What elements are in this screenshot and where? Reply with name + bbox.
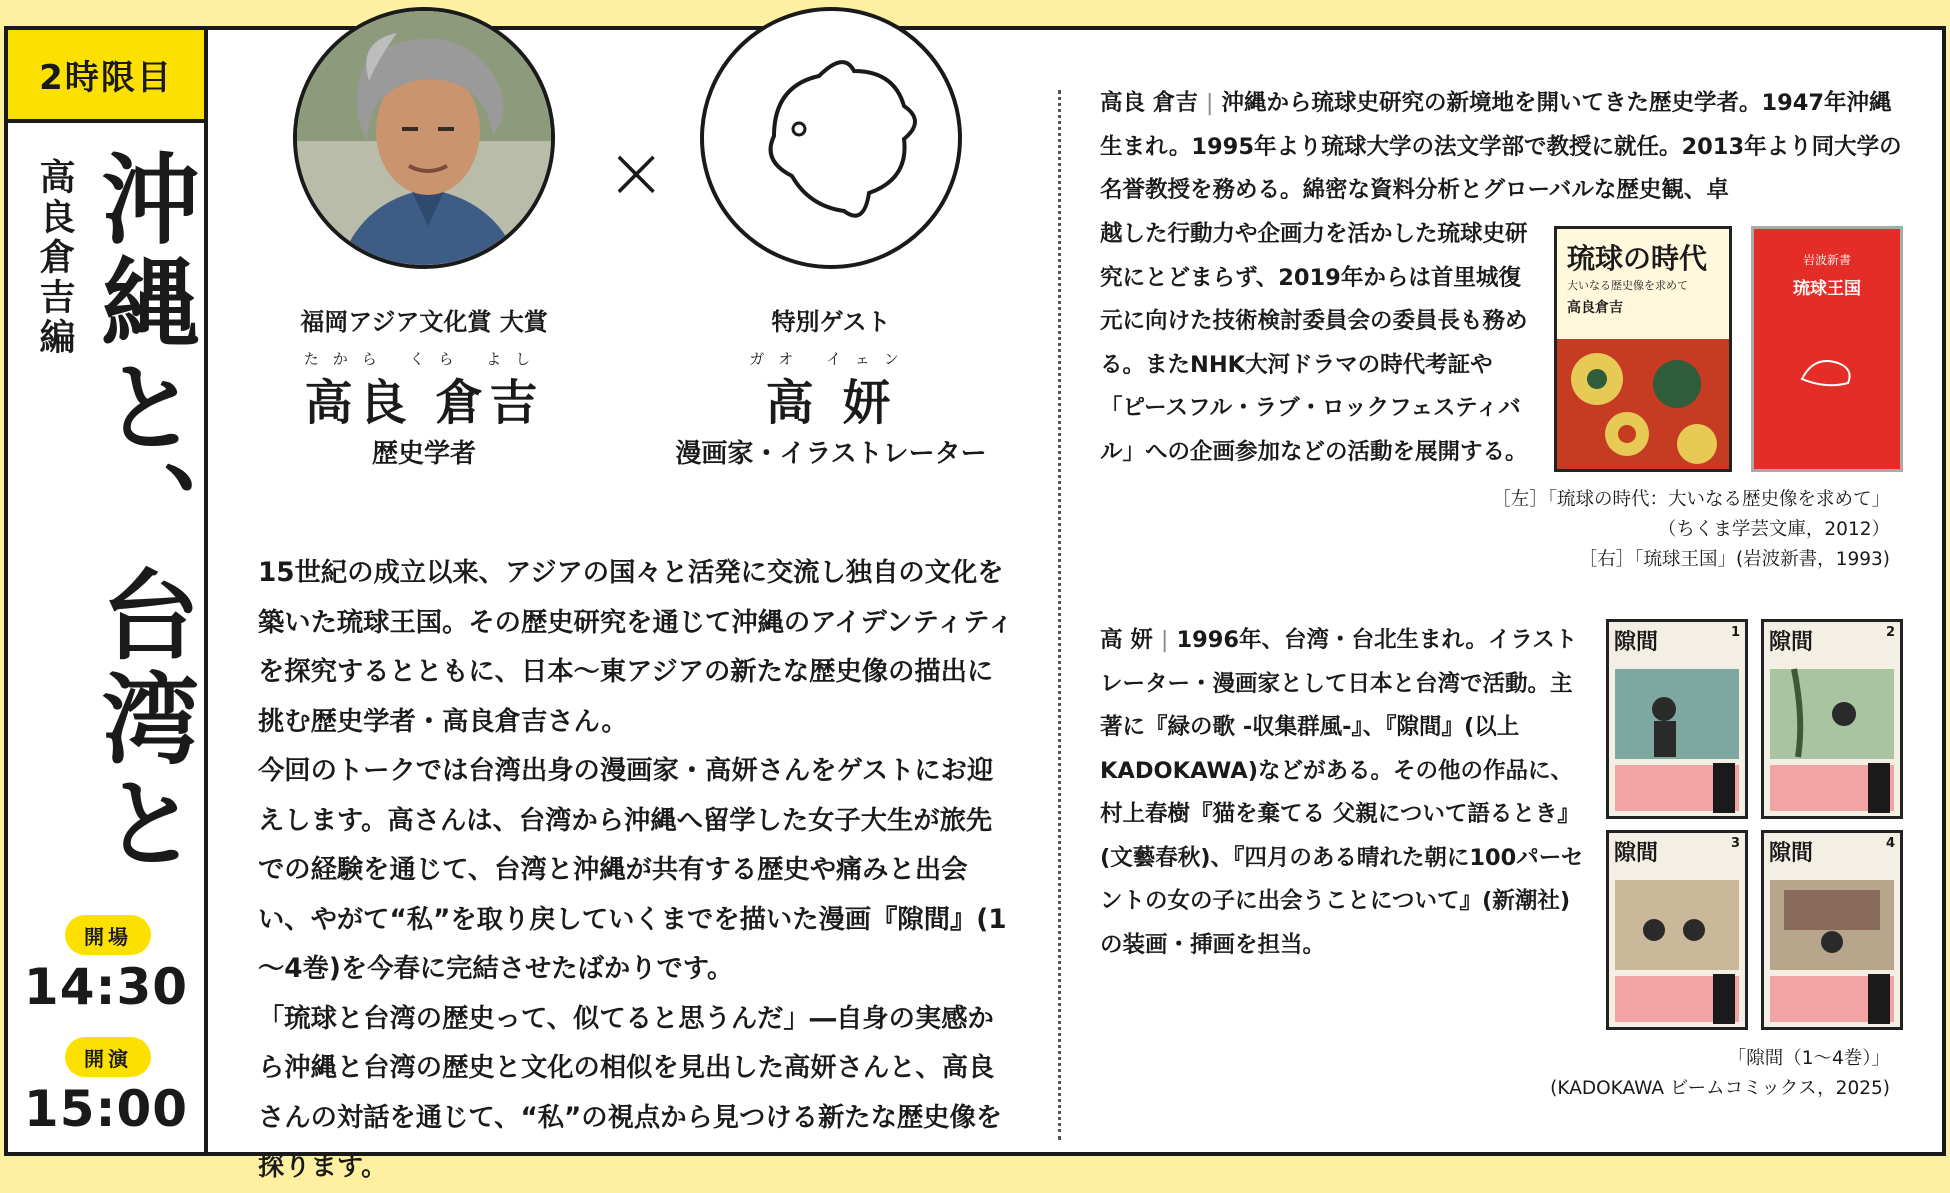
bio1-name: 高良 倉吉 — [1100, 90, 1198, 116]
bio2-captions — [1550, 1044, 1890, 1104]
open-time: 14:30 — [23, 958, 189, 1016]
caption-line: 「隙間（1～4巻）」 — [1727, 1048, 1890, 1069]
book-emblem — [1754, 329, 1900, 409]
speaker1-ruby: たから くら よし — [303, 350, 545, 368]
caption-line: ［左］「琉球の時代：大いなる歴史像を求めて」 — [1492, 489, 1890, 510]
session-title: 沖縄と、台湾と — [85, 148, 199, 876]
speaker2-ruby: ガオ イェン — [749, 350, 913, 368]
bio2-text: 1996年、台湾・台北生まれ。イラストレーター・漫画家として日本と台湾で活動。主著に『緑の歌 -収集群風-』、『隙間』(以上KADOKAWA)などがある。その他の作品に、村上春樹『猫を棄てる 父親について語るとき』(文藝春秋)、『四月のある晴れた朝に100パーセントの女の子に出会うことについて』(新潮社)の装画・挿画を担当。 — [1100, 627, 1584, 958]
book-ryukyu-no-jidai: 琉球の時代 大いなる歴史像を求めて 高良倉吉 — [1554, 226, 1732, 472]
speaker2-role: 漫画家・イラストレーター — [675, 439, 987, 469]
event-card — [4, 26, 1946, 1182]
bio2-text-block — [1100, 619, 1585, 967]
bio1-side-text: 越した行動力や企画力を活かした琉球史研究にとどまらず、2019年からは首里城復元に向けた技術検討委員会の委員長も務める。またNHK大河ドラマの時代考証や「ピースフル・ラブ・ロックフェスティバル」への企画参加などの活動を展開する。 — [1100, 221, 1528, 465]
speaker2-award: 特別ゲスト — [771, 308, 891, 336]
caption-line: （ちくま学芸文庫，2012） — [1657, 519, 1890, 540]
speaker1-role: 歴史学者 — [371, 439, 476, 469]
column-divider — [1058, 90, 1061, 1140]
description — [258, 549, 1018, 1193]
bio1-text-top: 沖縄から琉球史研究の新境地を開いてきた歴史学者。1947年沖縄生まれ。1995年より琉球大学の法文学部で教授に就任。2013年より同大学の名誉教授を務める。綿密な資料分析とグローバルな歴史観、卓 — [1100, 90, 1902, 203]
bio2-separator: | — [1160, 627, 1169, 653]
bio2-name: 高 妍 — [1100, 627, 1153, 653]
speaker1-name: 高良 倉吉 — [304, 375, 544, 431]
open-label: 開場 — [65, 915, 151, 955]
start-label: 開演 — [65, 1037, 151, 1077]
caption-line: (KADOKAWA ビームコミックス，2025) — [1550, 1078, 1890, 1099]
book-pattern — [1557, 339, 1729, 469]
sukima-cover-4: 隙間 4 — [1761, 830, 1903, 1030]
sukima-cover-1: 隙間 1 — [1606, 619, 1748, 819]
description-paragraph: 「琉球と台湾の歴史って、似てると思うんだ」―自身の実感から沖縄と台湾の歴史と文化の相似を見出した高妍さんと、高良さんの対話を通じて、“私”の視点から見つける新たな歴史像を探ります。 — [258, 1003, 1003, 1182]
caption-line: ［右］「琉球王国」(岩波新書，1993) — [1578, 549, 1890, 570]
speaker2-name: 高 妍 — [765, 375, 897, 431]
sukima-cover-3: 隙間 3 — [1606, 830, 1748, 1030]
bio1-top — [1100, 82, 1910, 213]
session-badge: 2時限目 — [8, 30, 204, 123]
fish-icon — [771, 62, 915, 216]
book-ryukyu-oukoku: 岩波新書 琉球王国 — [1751, 226, 1903, 472]
bio1-separator: | — [1205, 90, 1214, 116]
session-column — [8, 30, 208, 1152]
cross-symbol: × — [606, 130, 667, 214]
speaker2-avatar — [700, 7, 962, 269]
speaker1-portrait — [293, 7, 555, 269]
start-time: 15:00 — [23, 1080, 189, 1138]
description-paragraph: 15世紀の成立以来、アジアの国々と活発に交流し独自の文化を築いた琉球王国。その歴史研究を通じて沖縄のアイデンティティを探究するとともに、日本～東アジアの新たな歴史像の描出に挑む歴史学者・高良倉吉さん。 — [258, 558, 1014, 737]
sukima-cover-2: 隙間 2 — [1761, 619, 1903, 819]
session-subtitle: 高良倉吉編 — [34, 158, 75, 358]
description-paragraph: 今回のトークでは台湾出身の漫画家・高妍さんをゲストにお迎えします。高さんは、台湾から沖縄へ留学した女子大生が旅先での経験を通じて、台湾と沖縄が共有する歴史や痛みと出会い、やがて“私”を取り戻していくまでを描いた漫画『隙間』(1～4巻)を今春に完結させたばかりです。 — [258, 756, 1007, 984]
bio1-captions — [1492, 485, 1890, 575]
speaker1-award: 福岡アジア文化賞 大賞 — [300, 308, 548, 336]
